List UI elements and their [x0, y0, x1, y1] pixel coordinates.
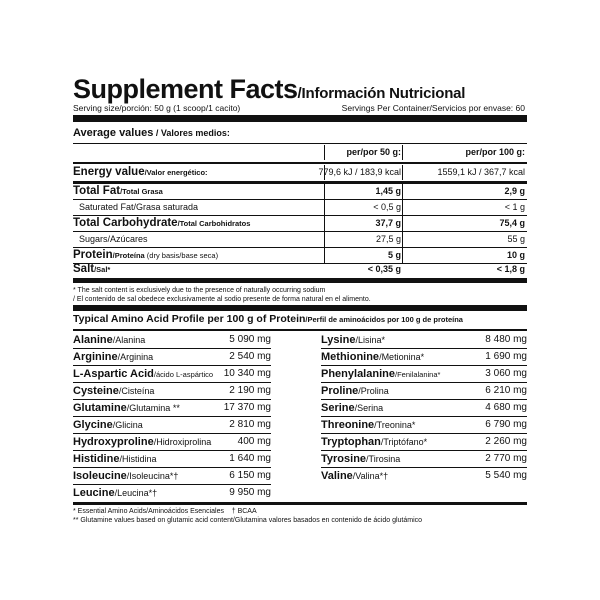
nutrient-name-es: /Valor energético: [144, 168, 208, 177]
aa-name: Methionine [321, 351, 380, 363]
aa-name-es: /Glicina [112, 420, 143, 430]
aa-name-es: /Fenilalanina* [394, 370, 441, 379]
column-separator [324, 200, 325, 215]
amino-acid-row [321, 400, 527, 416]
aa-name: Valine [321, 470, 353, 482]
salt-note-en: * The salt content is exclusively due to the presence of naturally occurring sodium [73, 287, 326, 294]
col-per-100g: per/por 100 g: [465, 147, 525, 157]
aa-value: 1 690 mg [485, 351, 527, 362]
aa-value: 2 190 mg [229, 385, 271, 396]
aa-name-es: /Histidina [119, 454, 157, 464]
nutrient-name: Total Fat [73, 185, 121, 197]
aa-value: 17 370 mg [223, 402, 271, 413]
aa-name-es: /Arginina [117, 352, 154, 362]
nutrient-row-saturated-fat [73, 200, 527, 215]
nutrient-value-50g: 1,45 g [375, 186, 401, 196]
divider-thick [73, 115, 527, 122]
column-separator [324, 184, 325, 199]
aa-name-es: /Serina [354, 403, 384, 413]
amino-acid-row [73, 383, 271, 399]
aa-name: Alanine [73, 334, 113, 346]
salt-note-es: / El contenido de sal obedece exclusivamente al sodio presente de forma natural en el alimento. [73, 296, 371, 303]
aa-name: Histidine [73, 453, 120, 465]
nutrient-value-100g: 2,9 g [504, 186, 525, 196]
aa-name: Glycine [73, 419, 113, 431]
footnote-bcaa: † BCAA [231, 508, 257, 515]
amino-acid-row [73, 451, 271, 467]
amino-acid-row [321, 366, 527, 382]
nutrient-value-100g: 75,4 g [499, 218, 525, 228]
nutrient-value-100g: 1559,1 kJ / 367,7 kcal [437, 167, 525, 177]
aa-name: L-Aspartic Acid [73, 368, 154, 380]
aa-name-es: /Isoleucina*† [126, 471, 179, 481]
column-separator [324, 232, 325, 247]
column-separator [324, 216, 325, 231]
aa-name: Arginine [73, 351, 118, 363]
average-values-header [73, 126, 527, 141]
nutrient-row-total-fat [73, 184, 527, 199]
amino-acid-row [73, 417, 271, 433]
aa-value: 5 090 mg [229, 334, 271, 345]
aa-name-es: /Cisteína [118, 386, 155, 396]
divider-thick [73, 278, 527, 283]
aa-value: 6 210 mg [485, 385, 527, 396]
aa-name-es: /Alanina [112, 335, 146, 345]
aa-title-en: Typical Amino Acid Profile per 100 g of Protein [73, 313, 306, 325]
amino-acid-row [73, 434, 271, 450]
column-separator [402, 184, 403, 199]
aa-name: Cysteine [73, 385, 119, 397]
aa-name: Hydroxyproline [73, 436, 154, 448]
aa-name: Threonine [321, 419, 375, 431]
footnote-essential-text: * Essential Amino Acids/Aminoácidos Esenciales [73, 508, 224, 515]
col-per-50g: per/por 50 g: [346, 147, 401, 157]
amino-acid-row [321, 434, 527, 450]
divider [73, 143, 527, 144]
nutrient-name: Protein [73, 249, 113, 261]
nutrient-name-es: /Total Carbohidratos [177, 219, 251, 228]
nutrient-name: Sugars/Azúcares [79, 234, 148, 244]
aa-name-es: /Lisina* [355, 335, 385, 345]
nutrient-name: Energy value [73, 166, 145, 178]
aa-name-es: /Metionina* [379, 352, 425, 362]
footnote-glutamine: ** Glutamine values based on glutamic acid content/Glutamina valores basados en contenido de ácido glutámico [73, 517, 423, 524]
nutrient-value-50g: 27,5 g [375, 234, 401, 244]
aa-value: 2 770 mg [485, 453, 527, 464]
servings-per-container: Servings Per Container/Servicios por envase: 60 [341, 103, 525, 113]
amino-acid-row [73, 349, 271, 365]
column-separator [402, 232, 403, 247]
nutrient-value-100g: < 1,8 g [496, 264, 525, 274]
footnote-essential [73, 507, 257, 516]
aa-name: Tyrosine [321, 453, 367, 465]
nutrient-row-carbohydrate [73, 216, 527, 231]
column-headers [73, 145, 527, 160]
aa-value: 9 950 mg [229, 487, 271, 498]
column-separator [402, 165, 403, 180]
nutrient-name: Total Carbohydrate [73, 217, 178, 229]
aa-name: Isoleucine [73, 470, 127, 482]
panel-title [73, 74, 465, 104]
aa-name-es: /Hidroxiprolina [153, 437, 212, 447]
nutrient-name: Salt [73, 263, 95, 275]
divider-medium [73, 329, 527, 331]
aa-value: 6 150 mg [229, 470, 271, 481]
nutrient-value-50g: 779,6 kJ / 183,9 kcal [318, 167, 401, 177]
supplement-facts-panel [73, 74, 527, 529]
aa-name-es: /ácido L-aspártico [153, 370, 214, 379]
amino-acid-row [321, 417, 527, 433]
divider-medium [73, 162, 527, 164]
aa-title-es: /Perfil de aminoácidos por 100 g de proteína [305, 315, 463, 324]
nutrient-row-energy [73, 165, 527, 180]
nutrient-row-salt [73, 261, 527, 277]
aa-value: 5 540 mg [485, 470, 527, 481]
column-separator [402, 200, 403, 215]
divider-medium [73, 502, 527, 505]
amino-acid-row [73, 468, 271, 484]
aa-value: 4 680 mg [485, 402, 527, 413]
amino-acid-row [73, 366, 271, 382]
nutrient-value-50g: < 0,35 g [367, 264, 401, 274]
nutrient-basis: (dry basis/base seca) [144, 251, 219, 260]
average-label-en: Average values [73, 127, 154, 139]
aa-value: 3 060 mg [485, 368, 527, 379]
nutrient-value-100g: 55 g [507, 234, 525, 244]
nutrient-value-100g: 10 g [506, 250, 525, 260]
aa-name-es: /Valina*† [352, 471, 389, 481]
aa-name: Leucine [73, 487, 115, 499]
column-separator [402, 145, 403, 160]
nutrient-name: Saturated Fat/Grasa saturada [79, 202, 199, 212]
aa-name: Tryptophan [321, 436, 381, 448]
amino-acid-row [321, 332, 527, 348]
aa-name-es: /Treonina* [374, 420, 416, 430]
average-label-es: / Valores medios: [153, 128, 230, 138]
nutrient-value-100g: < 1 g [504, 202, 525, 212]
aa-name: Lysine [321, 334, 356, 346]
aa-value: 2 810 mg [229, 419, 271, 430]
serving-size: Serving size/porción: 50 g (1 scoop/1 cacito) [73, 103, 241, 113]
amino-acid-row [73, 332, 271, 348]
aa-name: Phenylalanine [321, 368, 395, 380]
amino-acid-profile-title [73, 311, 527, 328]
title-main: Supplement Facts [73, 74, 298, 104]
aa-name-es: /Triptófano* [380, 437, 428, 447]
nutrient-name-es: /Sal* [94, 265, 111, 274]
nutrient-name-es: /Proteína [112, 251, 145, 260]
aa-name-es: /Prolina [358, 386, 389, 396]
aa-name-es: /Tirosina [366, 454, 401, 464]
title-translation: /Información Nutricional [297, 85, 466, 102]
aa-name: Serine [321, 402, 355, 414]
aa-value: 1 640 mg [229, 453, 271, 464]
amino-acid-row [73, 400, 271, 416]
nutrient-name-es: /Total Grasa [120, 187, 163, 196]
amino-acid-row [321, 349, 527, 365]
amino-acid-row [321, 468, 527, 484]
nutrient-value-50g: 37,7 g [375, 218, 401, 228]
aa-value: 2 540 mg [229, 351, 271, 362]
aa-name: Proline [321, 385, 359, 397]
amino-acid-row [321, 383, 527, 399]
column-separator [402, 216, 403, 231]
amino-acid-row [321, 451, 527, 467]
aa-value: 8 480 mg [485, 334, 527, 345]
nutrient-value-50g: 5 g [387, 250, 401, 260]
aa-value: 2 260 mg [485, 436, 527, 447]
nutrient-row-sugars [73, 232, 527, 247]
aa-value: 400 mg [237, 436, 271, 447]
aa-value: 10 340 mg [223, 368, 271, 379]
aa-name-es: /Leucina*† [114, 488, 158, 498]
aa-value: 6 790 mg [485, 419, 527, 430]
aa-name: Glutamine [73, 402, 127, 414]
column-separator [324, 145, 325, 160]
nutrient-value-50g: < 0,5 g [373, 202, 401, 212]
amino-acid-row [73, 485, 271, 501]
aa-name-es: /Glutamina ** [126, 403, 180, 413]
